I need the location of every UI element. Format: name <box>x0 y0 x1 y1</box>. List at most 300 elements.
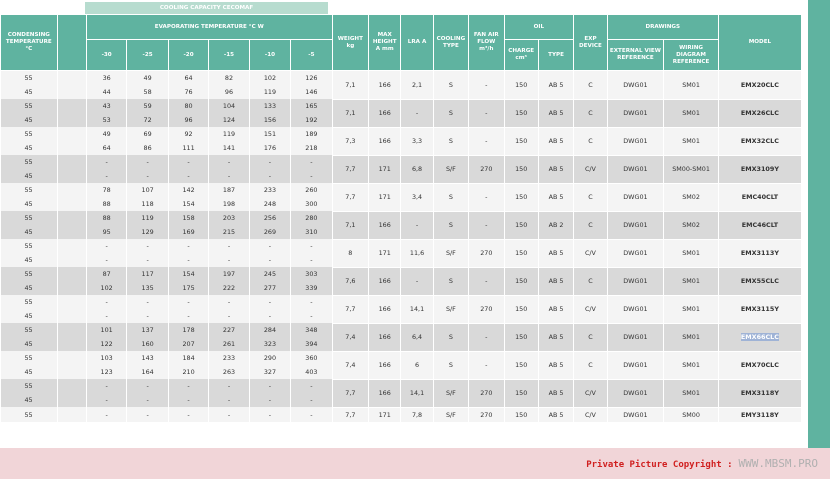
capacity-cell: 87 <box>86 267 126 281</box>
capacity-cell: - <box>209 239 249 253</box>
condensing-temp-cell: 45 <box>1 113 58 127</box>
exp-cell: C <box>574 71 607 100</box>
capacity-cell: - <box>86 239 126 253</box>
weight-header: WEIGHT kg <box>332 15 368 71</box>
capacity-cell: - <box>249 379 290 393</box>
table-row <box>1 211 802 225</box>
capacity-cell: - <box>127 155 168 169</box>
ext-cell: DWG01 <box>607 267 664 295</box>
capacity-cell: 146 <box>291 85 332 99</box>
capacity-cell: 107 <box>127 183 168 197</box>
cooling-cell: S/F <box>433 155 468 183</box>
oil-header: OIL <box>504 15 574 40</box>
capacity-cell: - <box>86 169 126 183</box>
cooling-cell: S <box>433 99 468 127</box>
cooling-capacity-banner: COOLING CAPACITY CECOMAF <box>85 2 328 14</box>
capacity-cell: 394 <box>291 337 332 351</box>
capacity-cell: 64 <box>168 71 208 86</box>
ext-cell: DWG01 <box>607 351 664 379</box>
charge-cell: 150 <box>504 351 538 379</box>
fan-cell: - <box>469 99 504 127</box>
capacity-cell: - <box>249 295 290 309</box>
capacity-cell: - <box>127 379 168 393</box>
capacity-cell: - <box>291 379 332 393</box>
condensing-temp-cell: 45 <box>1 281 58 295</box>
model-cell: EMX3115Y <box>718 295 801 323</box>
capacity-cell: 348 <box>291 323 332 337</box>
ext-cell: DWG01 <box>607 295 664 323</box>
wiring-cell: SM01 <box>664 379 719 407</box>
wiring-cell: SM00 <box>664 407 719 422</box>
capacity-cell: 210 <box>168 365 208 379</box>
capacity-cell: 72 <box>127 113 168 127</box>
blank-cell <box>57 239 86 253</box>
charge-cell: 150 <box>504 183 538 211</box>
capacity-cell: 76 <box>168 85 208 99</box>
capacity-cell: 280 <box>291 211 332 225</box>
height-cell: 166 <box>369 99 401 127</box>
height-cell: 171 <box>369 183 401 211</box>
blank-cell <box>57 351 86 365</box>
wiring-diagram-header: WIRING DIAGRAM REFERENCE <box>664 40 719 71</box>
wiring-cell: SM01 <box>664 71 719 100</box>
blank-cell <box>57 323 86 337</box>
capacity-cell: - <box>86 295 126 309</box>
capacity-cell: 36 <box>86 71 126 86</box>
blank-cell <box>57 155 86 169</box>
capacity-cell: - <box>291 155 332 169</box>
cooling-cell: S <box>433 127 468 155</box>
oil-type-header: TYPE <box>538 40 573 71</box>
temp-header: -15 <box>209 40 249 71</box>
blank-cell <box>57 295 86 309</box>
height-cell: 166 <box>369 379 401 407</box>
table-row <box>1 407 802 422</box>
cooling-cell: S <box>433 211 468 239</box>
capacity-cell: 80 <box>168 99 208 113</box>
cooling-cell: S/F <box>433 407 468 422</box>
capacity-cell: 117 <box>127 267 168 281</box>
capacity-cell: 129 <box>127 225 168 239</box>
capacity-cell: 227 <box>209 323 249 337</box>
lra-cell: 3,4 <box>401 183 433 211</box>
oiltype-cell: AB 5 <box>538 379 573 407</box>
capacity-cell: 126 <box>291 71 332 86</box>
capacity-cell: - <box>168 253 208 267</box>
table-row <box>1 71 802 86</box>
height-cell: 171 <box>369 155 401 183</box>
fan-cell: 270 <box>469 407 504 422</box>
capacity-cell: 169 <box>168 225 208 239</box>
capacity-cell: 88 <box>86 197 126 211</box>
capacity-cell: - <box>127 309 168 323</box>
capacity-cell: - <box>127 169 168 183</box>
ext-cell: DWG01 <box>607 183 664 211</box>
capacity-cell: - <box>168 295 208 309</box>
capacity-cell: - <box>291 253 332 267</box>
condensing-temp-cell: 55 <box>1 211 58 225</box>
table-row <box>1 183 802 197</box>
oiltype-cell: AB 5 <box>538 295 573 323</box>
capacity-cell: 323 <box>249 337 290 351</box>
blank-cell <box>57 169 86 183</box>
lra-cell: 7,8 <box>401 407 433 422</box>
capacity-cell: - <box>209 407 249 422</box>
weight-cell: 7,3 <box>332 127 368 155</box>
blank-cell <box>57 253 86 267</box>
capacity-cell: 92 <box>168 127 208 141</box>
capacity-cell: 86 <box>127 141 168 155</box>
capacity-cell: - <box>168 393 208 407</box>
exp-cell: C <box>574 211 607 239</box>
condensing-temp-cell: 45 <box>1 225 58 239</box>
capacity-cell: - <box>291 309 332 323</box>
capacity-cell: 222 <box>209 281 249 295</box>
oiltype-cell: AB 5 <box>538 71 573 100</box>
capacity-cell: - <box>209 253 249 267</box>
weight-cell: 7,1 <box>332 211 368 239</box>
capacity-cell: 178 <box>168 323 208 337</box>
capacity-cell: - <box>168 155 208 169</box>
capacity-cell: - <box>209 309 249 323</box>
model-cell: EMX55CLC <box>718 267 801 295</box>
model-cell: EMC46CLT <box>718 211 801 239</box>
capacity-cell: - <box>127 407 168 422</box>
capacity-cell: 303 <box>291 267 332 281</box>
fan-cell: - <box>469 323 504 351</box>
watermark-site: WWW.MBSM.PRO <box>738 457 818 470</box>
ext-cell: DWG01 <box>607 407 664 422</box>
capacity-cell: 256 <box>249 211 290 225</box>
exp-device-header: EXP DEVICE <box>574 15 607 71</box>
oiltype-cell: AB 5 <box>538 323 573 351</box>
capacity-cell: - <box>249 253 290 267</box>
capacity-cell: 327 <box>249 365 290 379</box>
capacity-cell: - <box>86 379 126 393</box>
lra-cell: 6,4 <box>401 323 433 351</box>
capacity-cell: 124 <box>209 113 249 127</box>
capacity-cell: 310 <box>291 225 332 239</box>
height-cell: 171 <box>369 407 401 422</box>
blank-cell <box>57 141 86 155</box>
condensing-temp-cell: 55 <box>1 267 58 281</box>
exp-cell: C/V <box>574 239 607 267</box>
charge-cell: 150 <box>504 267 538 295</box>
table-row <box>1 267 802 281</box>
capacity-cell: 160 <box>127 337 168 351</box>
condensing-temp-cell: 55 <box>1 379 58 393</box>
capacity-cell: 101 <box>86 323 126 337</box>
condensing-temp-cell: 55 <box>1 239 58 253</box>
lra-cell: 6 <box>401 351 433 379</box>
fan-cell: 270 <box>469 155 504 183</box>
lra-cell: 6,8 <box>401 155 433 183</box>
blank-cell <box>57 113 86 127</box>
capacity-cell: 96 <box>209 85 249 99</box>
model-cell: EMX3113Y <box>718 239 801 267</box>
model-cell: EMX26CLC <box>718 99 801 127</box>
ext-cell: DWG01 <box>607 239 664 267</box>
capacity-cell: 164 <box>127 365 168 379</box>
capacity-cell: 261 <box>209 337 249 351</box>
capacity-cell: 198 <box>209 197 249 211</box>
height-cell: 171 <box>369 239 401 267</box>
temp-header: -10 <box>249 40 290 71</box>
ext-cell: DWG01 <box>607 155 664 183</box>
blank-cell <box>57 211 86 225</box>
wiring-cell: SM01 <box>664 267 719 295</box>
table-row <box>1 127 802 141</box>
watermark-footer <box>0 448 830 479</box>
blank-cell <box>57 99 86 113</box>
charge-cell: 150 <box>504 239 538 267</box>
oiltype-cell: AB 5 <box>538 155 573 183</box>
ext-cell: DWG01 <box>607 127 664 155</box>
model-cell <box>718 323 801 351</box>
lra-cell: 14,1 <box>401 295 433 323</box>
charge-cell: 150 <box>504 379 538 407</box>
capacity-cell: 277 <box>249 281 290 295</box>
capacity-cell: 102 <box>249 71 290 86</box>
model-header: MODEL <box>718 15 801 71</box>
weight-cell: 7,4 <box>332 323 368 351</box>
capacity-cell: - <box>291 239 332 253</box>
table-row <box>1 155 802 169</box>
condensing-temp-cell: 45 <box>1 337 58 351</box>
oiltype-cell: AB 5 <box>538 239 573 267</box>
capacity-cell: 248 <box>249 197 290 211</box>
capacity-cell: - <box>86 253 126 267</box>
ext-cell: DWG01 <box>607 323 664 351</box>
max-height-header: MAX HEIGHT A mm <box>369 15 401 71</box>
oiltype-cell: AB 5 <box>538 183 573 211</box>
capacity-cell: 59 <box>127 99 168 113</box>
capacity-cell: 203 <box>209 211 249 225</box>
fan-cell: - <box>469 127 504 155</box>
model-cell: EMX3118Y <box>718 379 801 407</box>
capacity-cell: 49 <box>86 127 126 141</box>
capacity-cell: 339 <box>291 281 332 295</box>
capacity-cell: 69 <box>127 127 168 141</box>
capacity-cell: 103 <box>86 351 126 365</box>
capacity-cell: - <box>127 295 168 309</box>
cooling-cell: S <box>433 267 468 295</box>
blank-cell <box>57 337 86 351</box>
blank-cell <box>57 85 86 99</box>
capacity-cell: 175 <box>168 281 208 295</box>
weight-cell: 7,7 <box>332 379 368 407</box>
blank-cell <box>57 183 86 197</box>
table-row <box>1 351 802 365</box>
wiring-cell: SM01 <box>664 127 719 155</box>
model-cell: EMY3118Y <box>718 407 801 422</box>
lra-cell: - <box>401 267 433 295</box>
exp-cell: C <box>574 351 607 379</box>
weight-cell: 7,6 <box>332 267 368 295</box>
capacity-cell: - <box>168 407 208 422</box>
exp-cell: C <box>574 183 607 211</box>
capacity-cell: - <box>249 309 290 323</box>
capacity-cell: 123 <box>86 365 126 379</box>
capacity-cell: - <box>127 393 168 407</box>
capacity-cell: 133 <box>249 99 290 113</box>
capacity-cell: 119 <box>127 211 168 225</box>
condensing-temp-cell: 55 <box>1 71 58 86</box>
table-row <box>1 239 802 253</box>
capacity-cell: 156 <box>249 113 290 127</box>
blank-cell <box>57 267 86 281</box>
capacity-cell: 360 <box>291 351 332 365</box>
blank-header <box>57 15 86 71</box>
capacity-cell: 207 <box>168 337 208 351</box>
capacity-cell: - <box>127 239 168 253</box>
condensing-temp-header: CONDENSING TEMPERATURE °C <box>1 15 58 71</box>
capacity-cell: 158 <box>168 211 208 225</box>
oiltype-cell: AB 5 <box>538 407 573 422</box>
weight-cell: 7,1 <box>332 71 368 100</box>
blank-cell <box>57 309 86 323</box>
condensing-temp-cell: 45 <box>1 365 58 379</box>
cooling-cell: S/F <box>433 239 468 267</box>
condensing-temp-cell: 55 <box>1 295 58 309</box>
capacity-cell: 82 <box>209 71 249 86</box>
model-cell: EMX70CLC <box>718 351 801 379</box>
capacity-cell: 184 <box>168 351 208 365</box>
condensing-temp-cell: 45 <box>1 253 58 267</box>
oiltype-cell: AB 5 <box>538 99 573 127</box>
blank-cell <box>57 127 86 141</box>
wiring-cell: SM01 <box>664 99 719 127</box>
condensing-temp-cell: 55 <box>1 323 58 337</box>
model-cell: EMC40CLT <box>718 183 801 211</box>
capacity-cell: 141 <box>209 141 249 155</box>
fan-cell: 270 <box>469 379 504 407</box>
capacity-cell: - <box>291 169 332 183</box>
charge-cell: 150 <box>504 323 538 351</box>
condensing-temp-cell: 45 <box>1 169 58 183</box>
capacity-cell: 260 <box>291 183 332 197</box>
model-cell: EMX32CLC <box>718 127 801 155</box>
capacity-cell: 192 <box>291 113 332 127</box>
condensing-temp-cell: 45 <box>1 393 58 407</box>
capacity-cell: 197 <box>209 267 249 281</box>
condensing-temp-cell: 45 <box>1 141 58 155</box>
capacity-cell: - <box>86 393 126 407</box>
lra-header: LRA A <box>401 15 433 71</box>
selected-model-text[interactable]: EMX66CLC <box>740 333 779 341</box>
fan-air-flow-header: FAN AIR FLOW m³/h <box>469 15 504 71</box>
condensing-temp-cell: 55 <box>1 183 58 197</box>
table-row <box>1 99 802 113</box>
charge-cell: 150 <box>504 71 538 100</box>
capacity-cell: - <box>86 407 126 422</box>
capacity-cell: 119 <box>209 127 249 141</box>
temp-header: -20 <box>168 40 208 71</box>
copyright-label: Private Picture Copyright : <box>586 460 733 470</box>
capacity-cell: - <box>209 379 249 393</box>
capacity-cell: - <box>291 407 332 422</box>
temp-header: -5 <box>291 40 332 71</box>
table-row <box>1 295 802 309</box>
blank-cell <box>57 393 86 407</box>
wiring-cell: SM02 <box>664 183 719 211</box>
oiltype-cell: AB 5 <box>538 351 573 379</box>
capacity-cell: 122 <box>86 337 126 351</box>
lra-cell: 2,1 <box>401 71 433 100</box>
cooling-cell: S <box>433 323 468 351</box>
weight-cell: 7,7 <box>332 295 368 323</box>
oiltype-cell: AB 2 <box>538 211 573 239</box>
lra-cell: 14,1 <box>401 379 433 407</box>
capacity-cell: 233 <box>209 351 249 365</box>
capacity-cell: - <box>291 295 332 309</box>
charge-cell: 150 <box>504 99 538 127</box>
height-cell: 166 <box>369 351 401 379</box>
capacity-cell: - <box>249 393 290 407</box>
capacity-cell: 403 <box>291 365 332 379</box>
blank-cell <box>57 281 86 295</box>
table-row <box>1 379 802 393</box>
ext-cell: DWG01 <box>607 379 664 407</box>
capacity-cell: - <box>127 253 168 267</box>
wiring-cell: SM01 <box>664 239 719 267</box>
height-cell: 166 <box>369 323 401 351</box>
model-cell: EMX20CLC <box>718 71 801 100</box>
blank-cell <box>57 365 86 379</box>
fan-cell: - <box>469 71 504 100</box>
lra-cell: - <box>401 211 433 239</box>
capacity-cell: 95 <box>86 225 126 239</box>
capacity-cell: 189 <box>291 127 332 141</box>
capacity-cell: - <box>209 155 249 169</box>
condensing-temp-cell: 45 <box>1 85 58 99</box>
exp-cell: C/V <box>574 379 607 407</box>
cooling-cell: S/F <box>433 379 468 407</box>
blank-cell <box>57 71 86 86</box>
capacity-cell: 64 <box>86 141 126 155</box>
height-cell: 166 <box>369 267 401 295</box>
capacity-cell: 218 <box>291 141 332 155</box>
fan-cell: 270 <box>469 295 504 323</box>
condensing-temp-cell: 55 <box>1 351 58 365</box>
capacity-cell: 300 <box>291 197 332 211</box>
capacity-cell: 245 <box>249 267 290 281</box>
capacity-cell: - <box>249 155 290 169</box>
fan-cell: - <box>469 211 504 239</box>
capacity-cell: - <box>209 169 249 183</box>
blank-cell <box>57 407 86 422</box>
charge-cell: 150 <box>504 127 538 155</box>
side-accent-bar <box>808 0 830 448</box>
cooling-cell: S <box>433 183 468 211</box>
condensing-temp-cell: 55 <box>1 155 58 169</box>
external-view-header: EXTERNAL VIEW REFERENCE <box>607 40 664 71</box>
capacity-cell: 290 <box>249 351 290 365</box>
wiring-cell: SM02 <box>664 211 719 239</box>
table-body <box>1 71 802 423</box>
condensing-temp-cell: 55 <box>1 407 58 422</box>
oiltype-cell: AB 5 <box>538 267 573 295</box>
capacity-cell: 135 <box>127 281 168 295</box>
height-cell: 166 <box>369 211 401 239</box>
capacity-cell: 176 <box>249 141 290 155</box>
fan-cell: 270 <box>469 239 504 267</box>
condensing-temp-cell: 45 <box>1 309 58 323</box>
wiring-cell: SM01 <box>664 323 719 351</box>
exp-cell: C <box>574 99 607 127</box>
lra-cell: - <box>401 99 433 127</box>
capacity-cell: 44 <box>86 85 126 99</box>
